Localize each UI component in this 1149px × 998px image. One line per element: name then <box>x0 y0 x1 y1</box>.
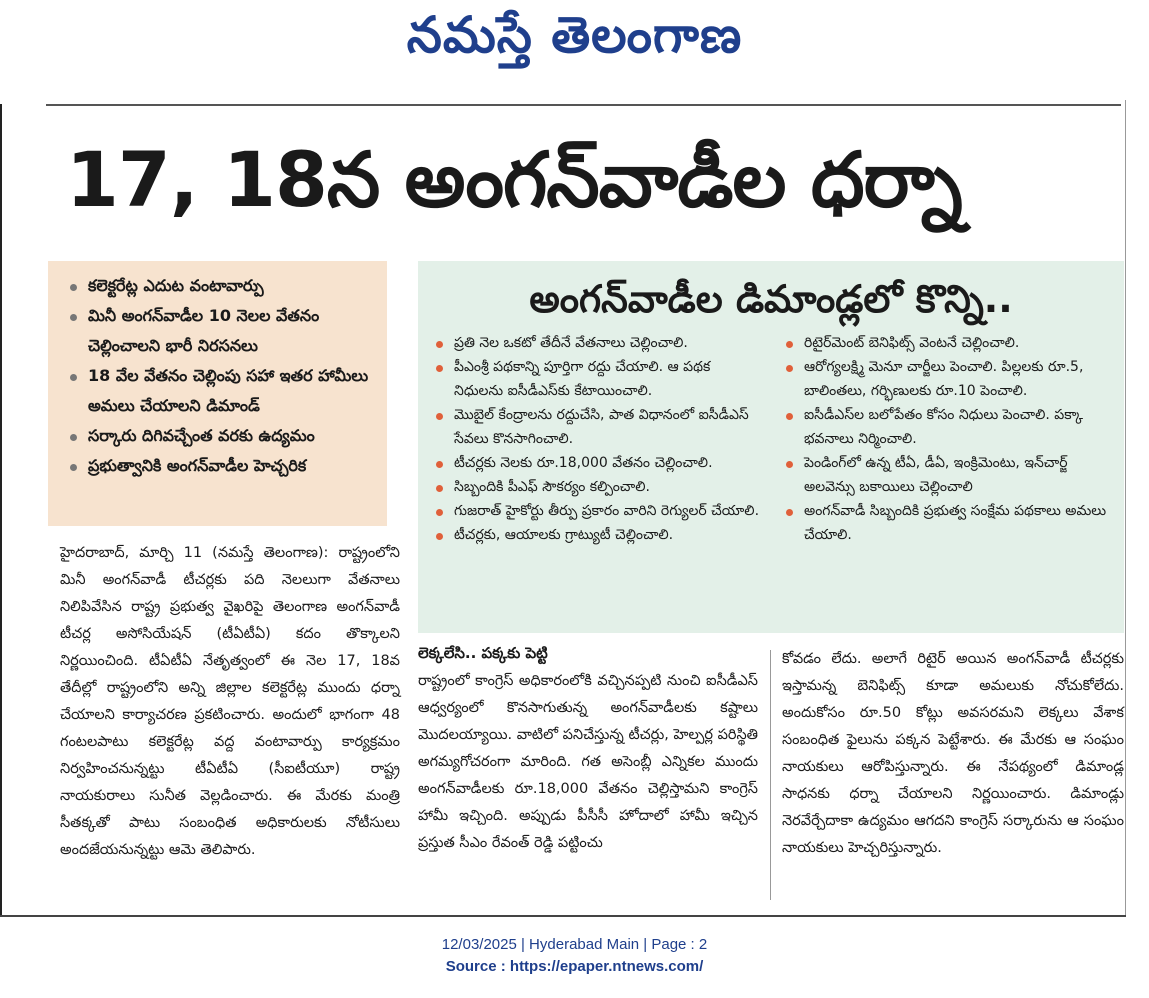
column-divider <box>770 650 771 900</box>
demands-right-column <box>782 331 1110 547</box>
article-column-1 <box>60 540 400 864</box>
demand-item: గుజరాత్ హైకోర్టు తీర్పు ప్రకారం వారిని రెగ్యులర్ చేయాలి. <box>432 499 760 523</box>
left-border-rule <box>0 104 2 916</box>
highlights-box <box>48 261 387 526</box>
masthead-divider <box>46 104 1121 106</box>
demand-item: టీచర్లకు నెలకు రూ.18,000 వేతనం చెల్లించాలి. <box>432 451 760 475</box>
article-headline: 17, 18న అంగన్‌వాడీల ధర్నా <box>66 135 962 224</box>
highlight-item: కలెక్టరేట్ల ఎదుట వంటావార్పు <box>68 271 377 301</box>
demand-item: ప్రతి నెల ఒకటో తేదీనే వేతనాలు చెల్లించాలి. <box>432 331 760 355</box>
demand-item: పెండింగ్‌లో ఉన్న టీఏ, డీఏ, ఇంక్రిమెంటు, ఇన్‌చార్జ్ అలవెన్సు బకాయిలు చెల్లించాలి <box>782 451 1110 499</box>
article-column-3 <box>782 646 1124 862</box>
demand-item: సిబ్బందికి పీఎఫ్ సౌకర్యం కల్పించాలి. <box>432 475 760 499</box>
highlight-item: 18 వేల వేతనం చెల్లింపు సహా ఇతర హామీలు అమలు చేయాలని డిమాండ్ <box>68 361 377 421</box>
highlight-item: సర్కారు దిగివచ్చేంత వరకు ఉద్యమం <box>68 421 377 451</box>
article-paragraph: హైదరాబాద్, మార్చి 11 (నమస్తే తెలంగాణ): రాష్ట్రంలోని మినీ అంగన్‌వాడీ టీచర్లకు పది నెలలుగా వేతనాలు నిలిపివేసిన రాష్ట్ర ప్రభుత్వ వైఖరిపై తెలంగాణ అంగన్‌వాడీ టీచర్ల అసోసియేషన్ (టీఏటీఏ) కదం తొక్కాలని నిర్ణయించింది. టీఏటీఏ నేతృత్వంలో ఈ నెల 17, 18వ తేదీల్లో రాష్ట్రంలోని అన్ని జిల్లాల కలెక్టరేట్ల ముందు ధర్నా చేయాలని కార్యాచరణ ప్రకటించారు. అందులో భాగంగా 48 గంటలపాటు కలెక్టరేట్ల వద్ద వంటావార్పు కార్యక్రమం నిర్వహించనున్నట్టు టీఏటీఏ (సీఐటీయూ) రాష్ట్ర నాయకురాలు సునీత వెల్లడించారు. ఈ మేరకు మంత్రి సీతక్కతో పాటు సంబంధిత అధికారులకు నోటీసులు అందజేయనున్నట్టు ఆమె తెలిపారు. <box>60 545 400 858</box>
article-paragraph: కోవడం లేదు. అలాగే రిటైర్ అయిన అంగన్‌వాడీ టీచర్లకు ఇస్తామన్న బెనిఫిట్స్ కూడా అమలుకు నోచుకోలేదు. అందుకోసం రూ.50 కోట్లు అవసరమని లెక్కలు వేశాక సంబంధిత ఫైలును పక్కన పెట్టేశారు. ఈ మేరకు ఆ సంఘం నాయకులు ఆరోపిస్తున్నారు. ఈ నేపథ్యంలో డిమాండ్ల సాధనకు ధర్నా చేయాలని నిర్ణయించారు. డిమాండ్లు నెరవేర్చేదాకా ఉద్యమం ఆగదని కాంగ్రెస్ సర్కారును ఆ సంఘం నాయకులు హెచ్చరిస్తున్నారు. <box>782 651 1124 856</box>
demand-item: ఐసీడీఎస్‌ల బలోపేతం కోసం నిధులు పెంచాలి. పక్కా భవనాలు నిర్మించాలి. <box>782 403 1110 451</box>
footer-date-edition: 12/03/2025 | Hyderabad Main | Page : 2 <box>441 936 708 953</box>
page-footer <box>0 934 1149 978</box>
right-border-rule <box>1125 100 1126 917</box>
bottom-border-rule <box>0 915 1126 917</box>
footer-source-link[interactable]: Source : https://epaper.ntnews.com/ <box>445 958 704 975</box>
demand-item: అంగన్‌వాడీ సిబ్బందికి ప్రభుత్వ సంక్షేమ పథకాలు అమలు చేయాలి. <box>782 499 1110 547</box>
demands-title: అంగన్‌వాడీల డిమాండ్లలో కొన్ని.. <box>529 277 1013 321</box>
demand-item: మొబైల్ కేంద్రాలను రద్దుచేసి, పాత విధానంలో ఐసీడీఎస్ సేవలు కొనసాగించాలి. <box>432 403 760 451</box>
demand-item: రిటైర్‌మెంట్ బెనిఫిట్స్ వెంటనే చెల్లించాలి. <box>782 331 1110 355</box>
newspaper-masthead: నమస్తే తెలంగాణ <box>406 6 743 64</box>
demand-item: ఆరోగ్యలక్ష్మి మెనూ చార్జీలు పెంచాలి. పిల్లలకు రూ.5, బాలింతలు, గర్భిణులకు రూ.10 పెంచాలి. <box>782 355 1110 403</box>
demand-item: టీచర్లకు, ఆయాలకు గ్రాట్యుటీ చెల్లించాలి. <box>432 523 760 547</box>
article-subhead: లెక్కలేసి.. పక్కకు పెట్టి <box>418 644 548 662</box>
highlight-item: ప్రభుత్వానికి అంగన్‌వాడీల హెచ్చరిక <box>68 451 377 481</box>
demand-item: పీఎంశ్రీ పథకాన్ని పూర్తిగా రద్దు చేయాలి. ఆ పథక నిధులను ఐసీడీఎస్‌కు కేటాయించాలి. <box>432 355 760 403</box>
article-paragraph: రాష్ట్రంలో కాంగ్రెస్ అధికారంలోకి వచ్చినప్పటి నుంచి ఐసీడీఎస్ ఆధ్వర్యంలో కొనసాగుతున్న అంగన్‌వాడీలకు కష్టాలు మొదలయ్యాయి. వాటిలో పనిచేస్తున్న టీచర్లు, హెల్పర్ల పరిస్థితి అగమ్యగోచరంగా మారింది. గత అసెంబ్లీ ఎన్నికల ముందు అంగన్‌వాడీలకు రూ.18,000 వేతనం చెల్లిస్తామని కాంగ్రెస్ హామీ ఇచ్చింది. అప్పుడు పీసీసీ హోదాలో హామీ ఇచ్చిన ప్రస్తుత సీఎం రేవంత్ రెడ్డి పట్టించు <box>418 673 758 851</box>
demands-box <box>418 261 1124 633</box>
article-column-2 <box>418 640 758 857</box>
highlight-item: మినీ అంగన్‌వాడీల 10 నెలల వేతనం చెల్లించాలని భారీ నిరసనలు <box>68 301 377 361</box>
demands-left-column <box>432 331 760 547</box>
